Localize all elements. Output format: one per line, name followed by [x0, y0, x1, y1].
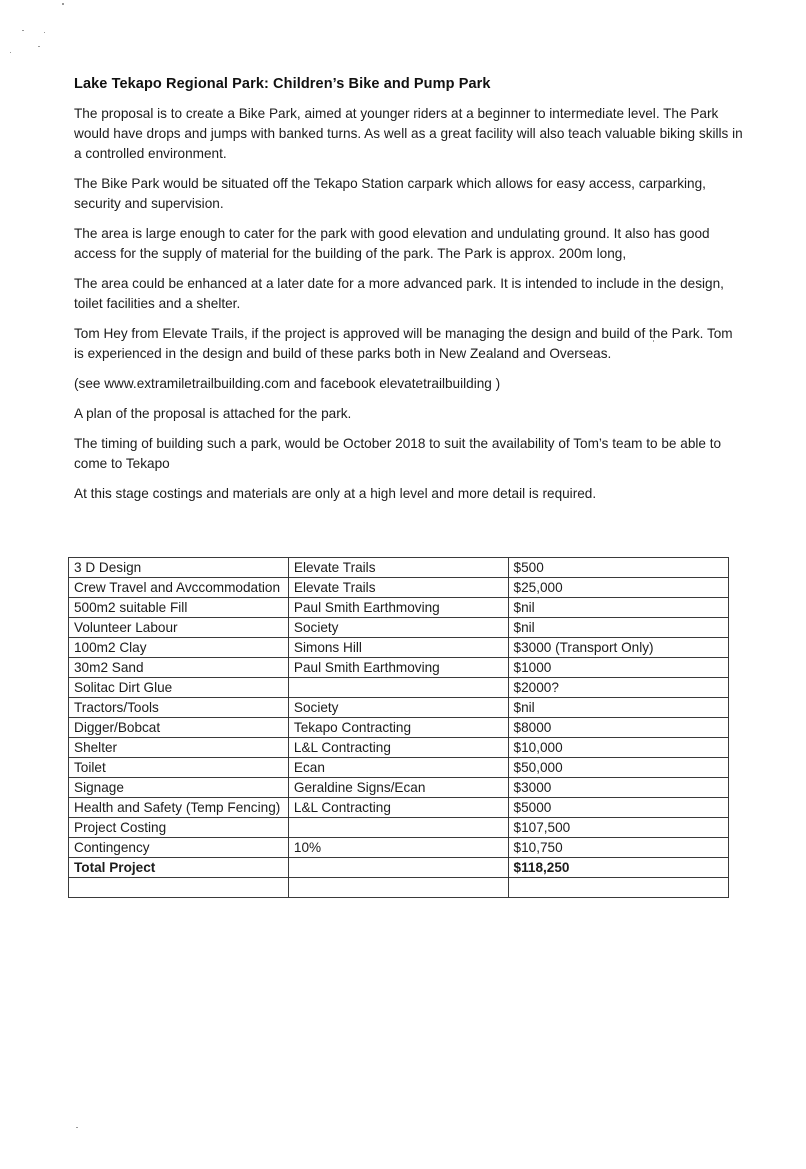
item-cell: 500m2 suitable Fill — [69, 598, 289, 618]
supplier-cell: Paul Smith Earthmoving — [288, 598, 508, 618]
supplier-cell: Society — [288, 618, 508, 638]
table-row — [69, 638, 729, 658]
supplier-cell — [288, 878, 508, 898]
scan-speck — [10, 52, 11, 53]
item-cell: Tractors/Tools — [69, 698, 289, 718]
cost-cell: $8000 — [508, 718, 728, 738]
table-row — [69, 598, 729, 618]
supplier-cell — [288, 818, 508, 838]
table-row — [69, 838, 729, 858]
cost-table — [68, 557, 729, 898]
cost-cell: $10,000 — [508, 738, 728, 758]
paragraph-proposal: The proposal is to create a Bike Park, aimed at younger riders at a beginner to intermediate level. The Park would have drops and jumps with banked turns. As well as a great facility will also teach valuable biking skills in a controlled environment. — [74, 106, 743, 161]
item-cell: 3 D Design — [69, 558, 289, 578]
supplier-cell — [288, 858, 508, 878]
supplier-cell: Elevate Trails — [288, 578, 508, 598]
supplier-cell: Paul Smith Earthmoving — [288, 658, 508, 678]
table-row — [69, 778, 729, 798]
paragraph-costings: At this stage costings and materials are only at a high level and more detail is required. — [74, 486, 597, 501]
paragraph-timing: The timing of building such a park, would be October 2018 to suit the availability of Tom’s team to be able to come to Tekapo — [74, 436, 722, 471]
item-cell — [69, 878, 289, 898]
cost-cell: $nil — [508, 618, 728, 638]
cost-cell: $5000 — [508, 798, 728, 818]
supplier-cell: Geraldine Signs/Ecan — [288, 778, 508, 798]
item-cell: Contingency — [69, 838, 289, 858]
scan-speck — [22, 30, 24, 31]
supplier-cell: Elevate Trails — [288, 558, 508, 578]
table-row — [69, 698, 729, 718]
cost-cell — [508, 878, 728, 898]
table-row — [69, 818, 729, 838]
table-row — [69, 758, 729, 778]
scan-speck — [62, 3, 64, 5]
cost-cell: $25,000 — [508, 578, 728, 598]
table-row — [69, 618, 729, 638]
supplier-cell — [288, 678, 508, 698]
document-body — [74, 76, 744, 514]
scan-speck — [44, 32, 45, 33]
cost-cell: $10,750 — [508, 838, 728, 858]
item-cell: Digger/Bobcat — [69, 718, 289, 738]
paragraph-plan: A plan of the proposal is attached for the park. — [74, 406, 352, 421]
item-cell: 100m2 Clay — [69, 638, 289, 658]
item-cell: 30m2 Sand — [69, 658, 289, 678]
paragraph-location: The Bike Park would be situated off the Tekapo Station carpark which allows for easy access, carparking, security and supervision. — [74, 176, 706, 211]
cost-cell: $500 — [508, 558, 728, 578]
document-title: Lake Tekapo Regional Park: Children’s Bike and Pump Park — [74, 76, 491, 92]
item-cell: Total Project — [69, 858, 289, 878]
cost-cell: $107,500 — [508, 818, 728, 838]
supplier-cell: Ecan — [288, 758, 508, 778]
paragraph-management: Tom Hey from Elevate Trails, if the project is approved will be managing the design and build of the Park. Tom is experienced in the design and build of these parks both in New Zealand and Overseas. — [74, 326, 733, 361]
supplier-cell: Simons Hill — [288, 638, 508, 658]
cost-cell: $1000 — [508, 658, 728, 678]
table-row — [69, 738, 729, 758]
item-cell: Solitac Dirt Glue — [69, 678, 289, 698]
table-row — [69, 798, 729, 818]
paragraph-links: (see www.extramiletrailbuilding.com and facebook elevatetrailbuilding ) — [74, 376, 501, 391]
paragraph-area: The area is large enough to cater for the park with good elevation and undulating ground. It also has good access for the supply of material for the building of the park. The Park is approx. 200m long, — [74, 226, 710, 261]
item-cell: Toilet — [69, 758, 289, 778]
cost-cell: $2000? — [508, 678, 728, 698]
table-row — [69, 658, 729, 678]
table-row — [69, 878, 729, 898]
item-cell: Signage — [69, 778, 289, 798]
scan-speck — [76, 1127, 78, 1128]
total-row — [69, 858, 729, 878]
cost-cell: $50,000 — [508, 758, 728, 778]
table-row — [69, 718, 729, 738]
supplier-cell: L&L Contracting — [288, 798, 508, 818]
item-cell: Volunteer Labour — [69, 618, 289, 638]
supplier-cell: Tekapo Contracting — [288, 718, 508, 738]
table-row — [69, 578, 729, 598]
supplier-cell: L&L Contracting — [288, 738, 508, 758]
paragraph-enhancement: The area could be enhanced at a later date for a more advanced park. It is intended to include in the design, toilet facilities and a shelter. — [74, 276, 724, 311]
cost-cell: $3000 — [508, 778, 728, 798]
cost-cell: $118,250 — [508, 858, 728, 878]
cost-cell: $nil — [508, 698, 728, 718]
table-row — [69, 678, 729, 698]
item-cell: Shelter — [69, 738, 289, 758]
supplier-cell: 10% — [288, 838, 508, 858]
scan-speck — [38, 46, 40, 47]
table-row — [69, 558, 729, 578]
item-cell: Crew Travel and Avccommodation — [69, 578, 289, 598]
supplier-cell: Society — [288, 698, 508, 718]
cost-cell: $nil — [508, 598, 728, 618]
item-cell: Health and Safety (Temp Fencing) — [69, 798, 289, 818]
cost-cell: $3000 (Transport Only) — [508, 638, 728, 658]
item-cell: Project Costing — [69, 818, 289, 838]
